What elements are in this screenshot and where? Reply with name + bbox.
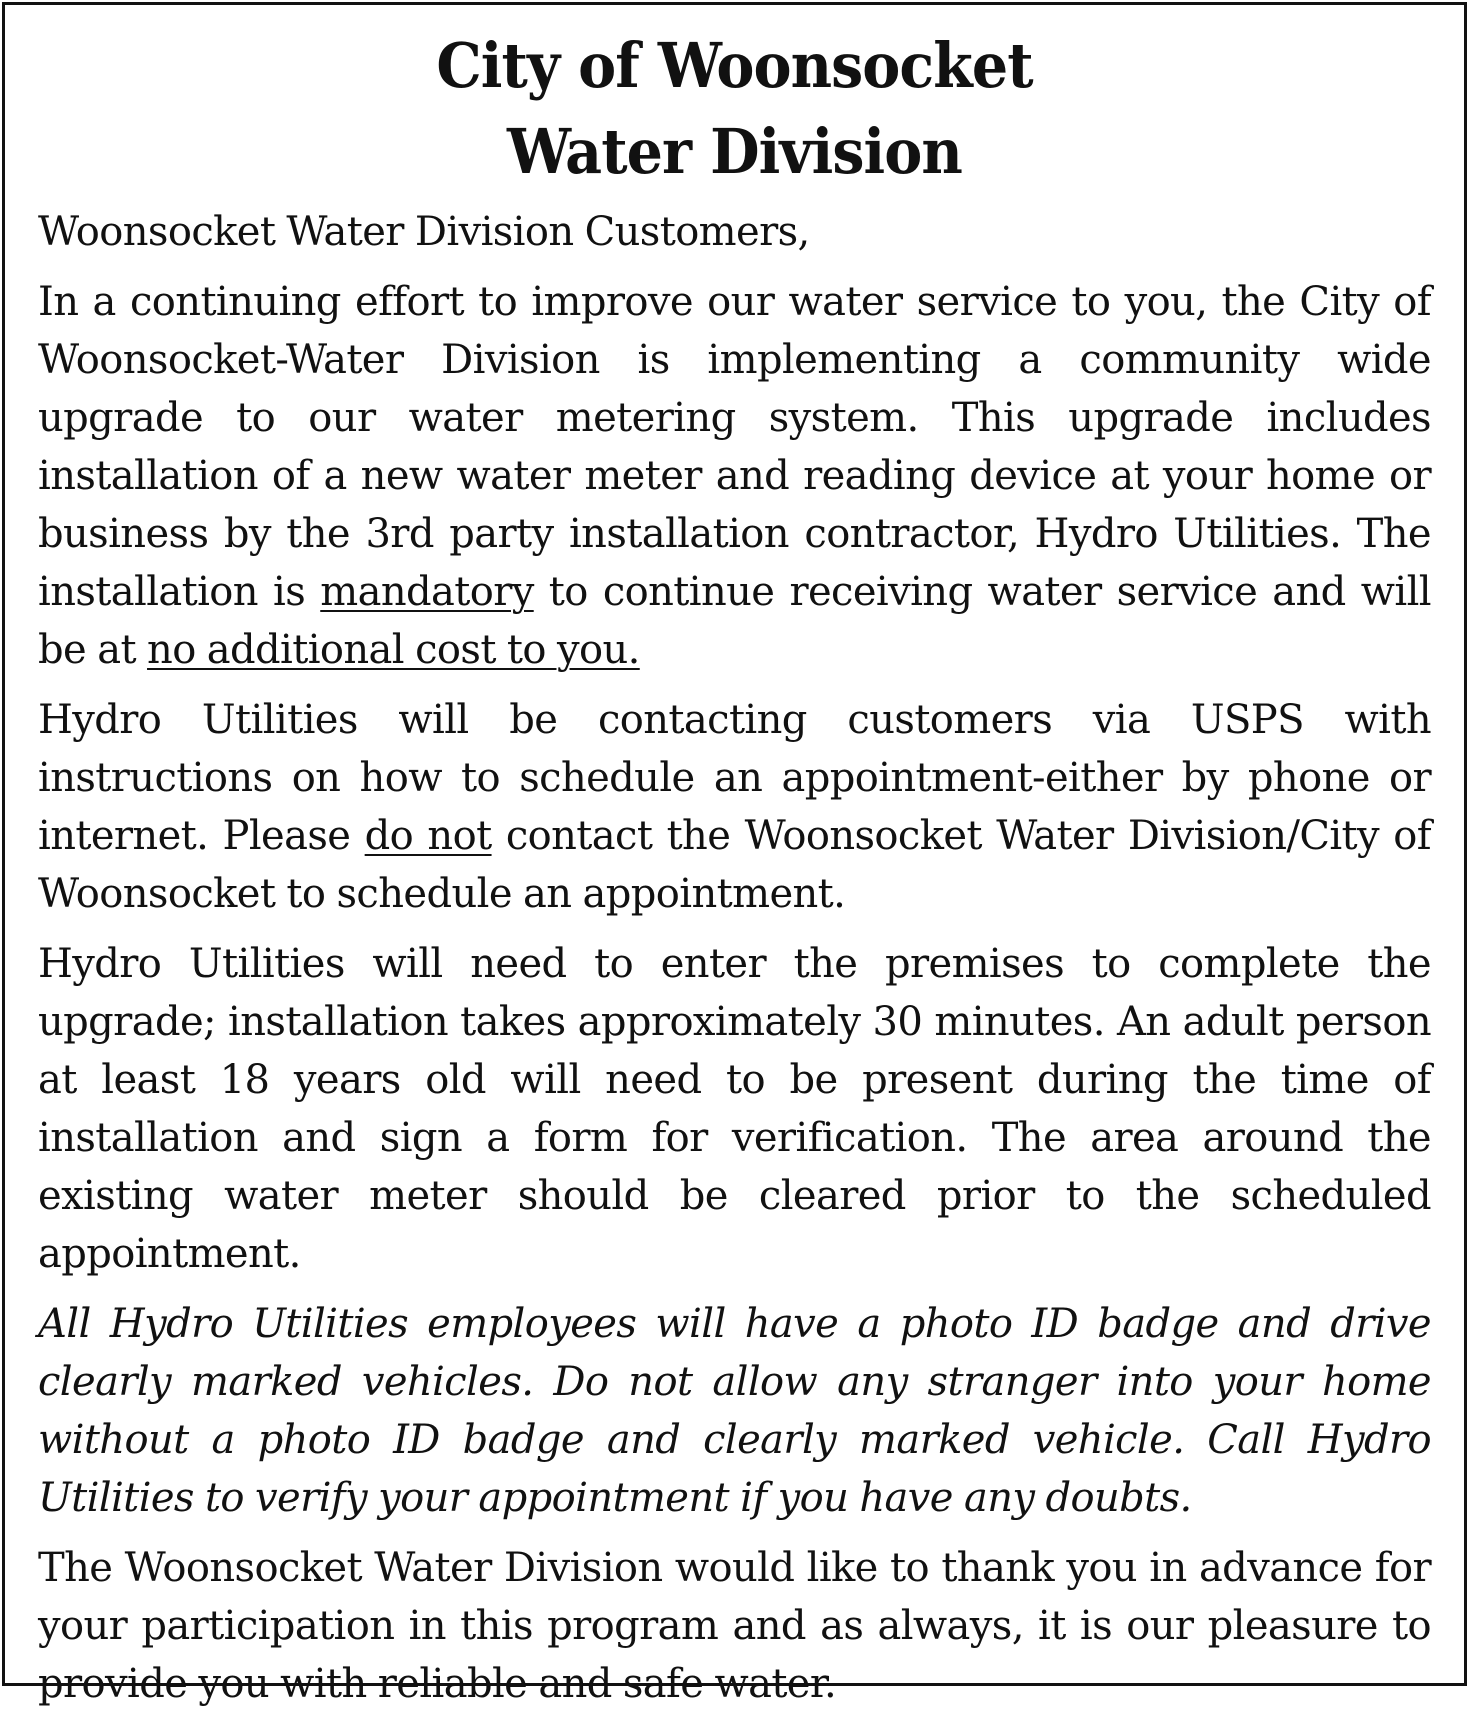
title-line-2: Water Division — [507, 115, 962, 188]
paragraph-safety-warning: All Hydro Utilities employees will have a photo ID badge and drive clearly marked vehicles. Do not allow any stranger into your home without a photo ID badge and clearly marked vehicle. Call Hydro Utilities to verify your appointment if you have any doubts. — [38, 1301, 1431, 1521]
paragraph-upgrade-text-a: In a continuing effort to improve our water service to you, the City of Woonsocket-Water Division is implementing a community wide upgrade to our water metering system. This upgrade includes installation of a new water meter and reading device at your home or business by the 3rd party installation contractor, Hydro Utilities. The installation is — [38, 279, 1431, 615]
page-title — [94, 23, 1376, 195]
greeting: Woonsocket Water Division Customers, — [38, 209, 810, 255]
paragraph-upgrade-text-b: to continue receiving water service and will be at — [38, 569, 1431, 673]
paragraph-contact — [38, 691, 1431, 923]
paragraph-thanks: The Woonsocket Water Division would like to thank you in advance for your participation in this program and as always, it is our pleasure to provide you with reliable and safe water. — [38, 1545, 1431, 1707]
do-not-emphasis: do not — [364, 813, 492, 859]
notice-box — [2, 2, 1467, 1707]
paragraph-contact-text-a: Hydro Utilities will be contacting customers via USPS with instructions on how to schedule an appointment-either by phone or internet. Please — [38, 697, 1431, 859]
paragraph-upgrade — [38, 273, 1431, 679]
paragraph-contact-text-b: contact the Woonsocket Water Division/City of Woonsocket to schedule an appointment. — [38, 813, 1431, 917]
paragraph-installation: Hydro Utilities will need to enter the premises to complete the upgrade; installation takes approximately 30 minutes. An adult person at least 18 years old will need to be present during the time of installation and sign a form for verification. The area around the existing water meter should be cleared prior to the scheduled appointment. — [38, 941, 1431, 1277]
mandatory-emphasis: mandatory — [320, 569, 534, 615]
no-cost-emphasis: no additional cost to you. — [147, 627, 640, 673]
title-line-1: City of Woonsocket — [436, 29, 1033, 102]
